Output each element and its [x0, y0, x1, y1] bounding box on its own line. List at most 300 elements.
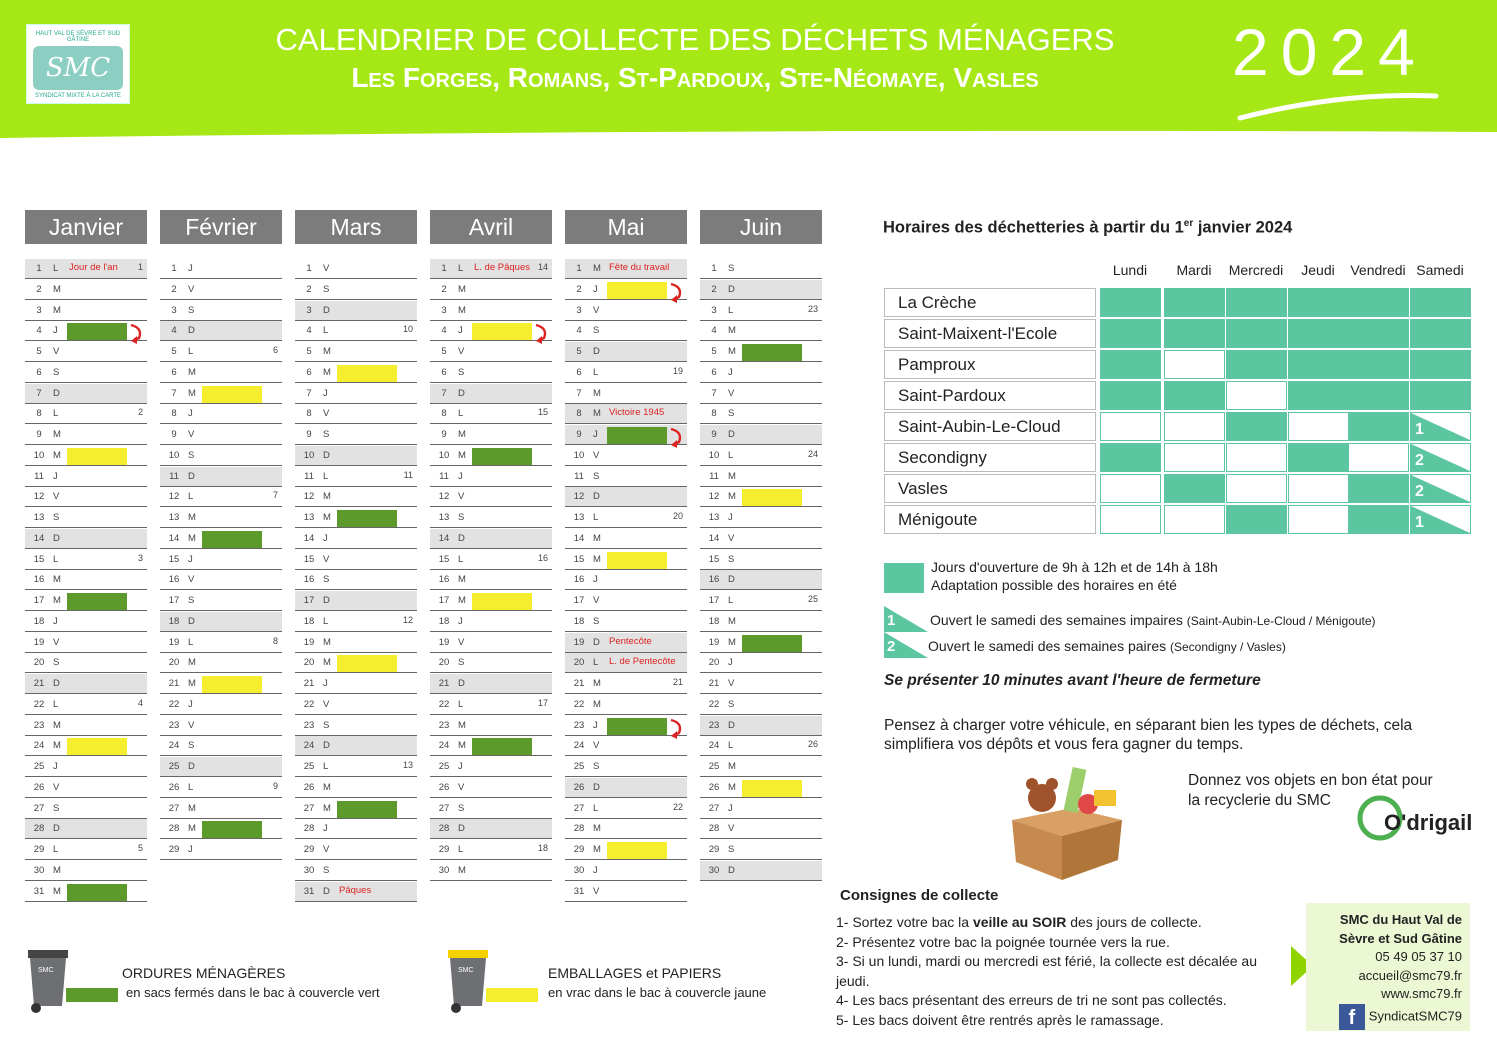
day-letter: V: [53, 636, 60, 648]
week-number: 21: [672, 677, 683, 687]
green-bin-icon: [26, 948, 70, 1014]
day-number: 28: [33, 823, 45, 835]
month-header: Avril: [430, 210, 552, 244]
day-letter: S: [53, 512, 60, 523]
day-letter: D: [323, 449, 330, 461]
day-row: [25, 425, 147, 445]
day-row: [25, 301, 147, 321]
day-number: 10: [708, 449, 720, 461]
day-number: 22: [573, 698, 585, 710]
day-row: [25, 819, 147, 839]
day-row: [25, 467, 147, 487]
day-letter: J: [53, 325, 58, 337]
day-letter: V: [728, 532, 735, 544]
week-number: 22: [672, 801, 683, 812]
day-number: 15: [168, 553, 180, 565]
day-number: 21: [33, 678, 45, 689]
day-number: 14: [168, 532, 180, 544]
day-row: [565, 591, 687, 611]
holiday-label: Fête du travail: [609, 262, 670, 273]
day-number: 27: [708, 802, 720, 814]
day-row: [295, 695, 417, 715]
day-number: 15: [708, 553, 720, 565]
saturday-week-parity-icon: [1411, 475, 1470, 502]
day-letter: D: [53, 532, 60, 544]
day-letter: D: [188, 325, 195, 337]
day-letter: M: [188, 657, 196, 669]
day-letter: M: [188, 387, 196, 399]
saturday-week-parity-icon: [1411, 413, 1470, 440]
day-letter: L: [323, 615, 329, 627]
day-row: [430, 819, 552, 839]
day-row: [700, 612, 822, 632]
holiday-label: Pâques: [339, 884, 372, 896]
packaging-collection-mark: [607, 552, 667, 569]
consigne-2: 2- Présentez votre bac la poignée tournée vers la rue.: [836, 933, 1170, 950]
day-row: [700, 695, 822, 715]
schedule-cell: [1226, 443, 1287, 472]
day-number: 30: [438, 864, 450, 876]
day-number: 8: [576, 408, 582, 420]
schedule-cell: [1410, 381, 1471, 410]
schedule-cell: [1410, 505, 1471, 534]
decheterie-name: Saint-Maixent-l'Ecole: [884, 319, 1096, 348]
schedule-day-header: Vendredi: [1350, 262, 1406, 278]
schedule-cell: [1100, 319, 1161, 348]
day-letter: M: [53, 574, 61, 586]
day-number: 18: [438, 615, 450, 627]
packaging-collection-mark: [337, 655, 397, 672]
day-letter: J: [458, 470, 463, 482]
day-number: 30: [33, 864, 45, 876]
day-letter: J: [593, 719, 598, 731]
day-row: [700, 301, 822, 321]
day-letter: S: [188, 304, 195, 316]
day-letter: L: [728, 595, 734, 606]
day-number: 3: [306, 304, 312, 316]
day-letter: J: [323, 823, 328, 835]
day-row: [700, 342, 822, 362]
schedule-cell: [1164, 319, 1225, 348]
day-letter: S: [323, 574, 330, 586]
day-letter: M: [593, 823, 601, 835]
day-number: 19: [303, 636, 315, 648]
day-number: 25: [438, 761, 450, 772]
day-row: [565, 778, 687, 798]
consigne-3: 3- Si un lundi, mardi ou mercredi est férié, la collecte est décalée au jeudi.: [836, 953, 1257, 989]
month-février: [160, 210, 282, 855]
day-letter: M: [53, 283, 61, 295]
day-letter: L: [458, 263, 464, 274]
day-row: [25, 736, 147, 756]
day-letter: S: [53, 802, 60, 814]
day-number: 21: [168, 678, 180, 689]
day-row: [25, 757, 147, 777]
household-collection-mark: [337, 510, 397, 527]
day-letter: D: [593, 491, 600, 503]
day-number: 16: [168, 574, 180, 586]
day-number: 9: [441, 429, 447, 440]
day-letter: D: [458, 387, 465, 399]
contact-website[interactable]: www.smc79.fr: [1381, 986, 1462, 1001]
day-row: [430, 363, 552, 383]
day-row: [295, 384, 417, 404]
day-number: 8: [36, 408, 42, 420]
day-number: 14: [303, 532, 315, 544]
day-row: [160, 799, 282, 819]
day-row: [160, 487, 282, 507]
day-row: [430, 259, 552, 279]
day-letter: J: [593, 283, 598, 295]
day-number: 7: [576, 387, 582, 399]
day-row: [295, 633, 417, 653]
day-row: [700, 446, 822, 466]
day-row: [160, 570, 282, 590]
day-row: [430, 487, 552, 507]
holiday-label: L. de Pâques: [474, 262, 530, 273]
contact-facebook[interactable]: f SyndicatSMC79: [1306, 1004, 1462, 1030]
household-collection-mark: [742, 344, 802, 361]
contact-box: SMC du Haut Val de Sèvre et Sud Gâtine 05 49 05 37 10 accueil@smc79.fr www.smc79.fr f SyndicatSMC79: [1306, 903, 1470, 1031]
even-weeks-legend: Ouvert le samedi des semaines paires (Secondigny / Vasles): [928, 638, 1286, 654]
day-letter: V: [323, 553, 330, 565]
day-number: 4: [441, 325, 447, 337]
day-number: 26: [33, 781, 45, 793]
day-number: 1: [711, 263, 717, 274]
odd-weeks-icon: [884, 606, 928, 632]
day-letter: D: [593, 636, 600, 648]
day-row: [565, 695, 687, 715]
day-letter: M: [323, 636, 331, 648]
day-number: 12: [438, 491, 450, 503]
week-number: 14: [537, 262, 548, 272]
day-letter: L: [188, 346, 194, 357]
household-collection-mark: [472, 448, 532, 465]
day-letter: M: [593, 263, 601, 274]
day-letter: D: [188, 615, 195, 627]
day-letter: J: [728, 512, 733, 523]
contact-phone[interactable]: 05 49 05 37 10: [1375, 949, 1462, 964]
day-row: [430, 508, 552, 528]
day-letter: L: [53, 698, 59, 710]
day-letter: M: [323, 781, 331, 793]
day-letter: M: [593, 553, 601, 565]
schedule-cell: [1288, 381, 1349, 410]
day-letter: J: [323, 532, 328, 544]
day-number: 13: [708, 512, 720, 523]
decheterie-name: Secondigny: [884, 443, 1096, 472]
household-collection-mark: [607, 718, 667, 735]
day-letter: S: [53, 657, 60, 669]
day-number: 29: [303, 844, 315, 855]
day-letter: J: [188, 844, 193, 855]
day-letter: M: [728, 491, 736, 503]
day-number: 14: [33, 532, 45, 544]
day-number: 20: [168, 657, 180, 669]
day-letter: S: [188, 740, 195, 752]
day-number: 1: [36, 263, 42, 274]
day-letter: S: [458, 802, 465, 814]
day-row: [565, 716, 687, 736]
day-row: [565, 653, 687, 673]
day-number: 7: [306, 387, 312, 399]
day-row: [430, 591, 552, 611]
schedule-cell: [1100, 381, 1161, 410]
day-letter: S: [323, 283, 330, 295]
day-row: [430, 404, 552, 424]
day-row: [295, 550, 417, 570]
odrigail-logo: [1356, 792, 1472, 844]
day-letter: M: [728, 636, 736, 648]
day-row: [160, 653, 282, 673]
day-number: 12: [168, 491, 180, 503]
day-letter: J: [728, 802, 733, 814]
day-letter: V: [458, 781, 465, 793]
day-letter: S: [458, 512, 465, 523]
packaging-collection-mark: [607, 282, 667, 299]
day-letter: M: [53, 304, 61, 316]
day-letter: D: [323, 595, 330, 606]
day-number: 28: [438, 823, 450, 835]
day-row: [700, 280, 822, 300]
day-number: 26: [303, 781, 315, 793]
day-number: 16: [438, 574, 450, 586]
day-number: 5: [441, 346, 447, 357]
day-row: [295, 404, 417, 424]
day-letter: M: [728, 781, 736, 793]
day-row: [295, 799, 417, 819]
day-row: [700, 778, 822, 798]
consignes-list: [836, 913, 1266, 1030]
month-header: Janvier: [25, 210, 147, 244]
day-number: 4: [576, 325, 582, 337]
schedule-day-header: Samedi: [1416, 262, 1464, 278]
day-number: 26: [168, 781, 180, 793]
schedule-cell: [1164, 443, 1225, 472]
day-number: 21: [438, 678, 450, 689]
day-row: [700, 591, 822, 611]
day-letter: L: [728, 740, 734, 752]
day-letter: D: [728, 574, 735, 586]
day-number: 23: [573, 719, 585, 731]
day-number: 23: [708, 719, 720, 731]
day-number: 1: [441, 263, 447, 274]
contact-name: SMC du Haut Val de: [1339, 912, 1462, 927]
day-number: 3: [36, 304, 42, 316]
day-number: 4: [36, 325, 42, 337]
day-letter: V: [188, 283, 195, 295]
day-letter: M: [458, 719, 466, 731]
week-number: 2: [137, 407, 143, 418]
day-row: [160, 446, 282, 466]
week-number: 19: [672, 365, 683, 376]
day-number: 13: [438, 512, 450, 523]
svg-text:1: 1: [1415, 514, 1424, 531]
schedule-cell: [1288, 319, 1349, 348]
week-number: 8: [272, 635, 278, 646]
day-number: 9: [171, 429, 177, 440]
week-number: 15: [537, 407, 548, 418]
day-letter: S: [728, 553, 735, 565]
day-letter: D: [323, 885, 330, 897]
day-number: 25: [573, 761, 585, 772]
day-row: [25, 882, 147, 902]
day-row: [25, 404, 147, 424]
day-number: 17: [573, 595, 585, 606]
packaging-collection-mark: [337, 365, 397, 382]
day-letter: D: [458, 532, 465, 544]
day-number: 18: [33, 615, 45, 627]
day-letter: J: [593, 864, 598, 876]
day-letter: V: [593, 595, 600, 606]
week-number: 12: [402, 614, 413, 625]
day-letter: L: [593, 512, 599, 523]
day-number: 30: [303, 864, 315, 876]
day-letter: M: [53, 595, 61, 606]
day-number: 11: [34, 470, 44, 482]
day-row: [160, 716, 282, 736]
day-row: [25, 321, 147, 341]
day-row: [430, 342, 552, 362]
svg-text:1: 1: [1415, 421, 1424, 438]
schedule-cell: [1410, 350, 1471, 379]
day-number: 4: [171, 325, 177, 337]
day-row: [565, 757, 687, 777]
day-row: [700, 736, 822, 756]
week-number: 4: [137, 697, 143, 708]
schedule-cell: [1348, 412, 1409, 441]
shifted-collection-arrow-icon: [129, 322, 145, 344]
day-number: 29: [573, 844, 585, 855]
day-letter: L: [53, 263, 59, 274]
day-row: [565, 612, 687, 632]
day-row: [565, 321, 687, 341]
day-letter: M: [53, 740, 61, 752]
saturday-week-parity-icon: [1411, 444, 1470, 471]
yellow-bar-swatch: [486, 988, 538, 1002]
day-row: [430, 653, 552, 673]
day-number: 6: [576, 366, 582, 378]
day-letter: M: [593, 408, 601, 420]
day-number: 3: [576, 304, 582, 316]
day-row: [295, 861, 417, 881]
day-number: 4: [306, 325, 312, 337]
day-letter: M: [458, 740, 466, 752]
day-row: [565, 342, 687, 362]
day-letter: V: [53, 346, 60, 357]
shifted-collection-arrow-icon: [669, 426, 685, 448]
day-letter: L: [188, 491, 194, 503]
day-number: 24: [303, 740, 315, 752]
day-row: [295, 716, 417, 736]
day-letter: S: [593, 615, 600, 627]
day-number: 12: [573, 491, 585, 503]
schedule-title: Horaires des déchetteries à partir du 1er janvier 2024: [883, 218, 1293, 237]
day-row: [295, 529, 417, 549]
day-number: 20: [708, 657, 720, 669]
day-letter: L: [188, 781, 194, 793]
day-row: [565, 819, 687, 839]
contact-email[interactable]: accueil@smc79.fr: [1358, 967, 1462, 983]
day-number: 22: [708, 698, 720, 710]
day-letter: J: [323, 678, 328, 689]
day-letter: M: [323, 491, 331, 503]
day-row: [25, 612, 147, 632]
day-number: 18: [573, 615, 585, 627]
day-row: [700, 404, 822, 424]
day-number: 8: [711, 408, 717, 420]
schedule-day-header: Jeudi: [1301, 262, 1335, 278]
day-number: 25: [708, 761, 720, 772]
day-row: [565, 404, 687, 424]
schedule-cell: [1164, 381, 1225, 410]
day-number: 23: [438, 719, 450, 731]
day-number: 22: [303, 698, 315, 710]
day-number: 15: [33, 553, 45, 565]
day-row: [160, 342, 282, 362]
svg-text:2: 2: [1415, 483, 1424, 500]
day-number: 3: [711, 304, 717, 316]
day-number: 20: [438, 657, 450, 669]
day-number: 17: [708, 595, 720, 606]
svg-text:2: 2: [1415, 452, 1424, 469]
day-number: 10: [168, 449, 180, 461]
day-row: [25, 259, 147, 279]
day-letter: D: [593, 781, 600, 793]
day-letter: L: [593, 802, 599, 814]
day-number: 7: [171, 387, 177, 399]
day-letter: M: [323, 366, 331, 378]
day-row: [295, 342, 417, 362]
day-row: [565, 363, 687, 383]
week-number: 7: [272, 490, 278, 501]
day-letter: L: [458, 698, 464, 710]
household-collection-mark: [337, 801, 397, 818]
day-letter: M: [728, 761, 736, 772]
day-number: 5: [36, 346, 42, 357]
day-letter: J: [593, 574, 598, 586]
day-row: [700, 799, 822, 819]
day-letter: V: [593, 885, 600, 897]
day-row: [700, 487, 822, 507]
week-number: 11: [403, 469, 413, 480]
day-letter: L: [323, 761, 329, 772]
day-number: 5: [171, 346, 177, 357]
day-number: 11: [709, 470, 719, 482]
day-row: [160, 612, 282, 632]
week-number: 18: [537, 843, 548, 853]
day-row: [430, 716, 552, 736]
day-row: [295, 778, 417, 798]
day-number: 6: [711, 366, 717, 378]
day-number: 26: [573, 781, 585, 793]
day-letter: D: [728, 864, 735, 876]
household-collection-mark: [202, 531, 262, 548]
day-letter: L: [728, 449, 734, 461]
day-letter: M: [593, 698, 601, 710]
day-number: 1: [576, 263, 582, 274]
packaging-collection-mark: [742, 780, 802, 797]
day-number: 10: [573, 449, 585, 461]
household-collection-mark: [472, 738, 532, 755]
day-letter: J: [53, 761, 58, 772]
day-number: 11: [304, 470, 314, 482]
day-number: 26: [438, 781, 450, 793]
even-weeks-icon: [884, 632, 928, 658]
day-letter: D: [323, 740, 330, 752]
day-number: 8: [171, 408, 177, 420]
day-letter: S: [188, 449, 195, 461]
